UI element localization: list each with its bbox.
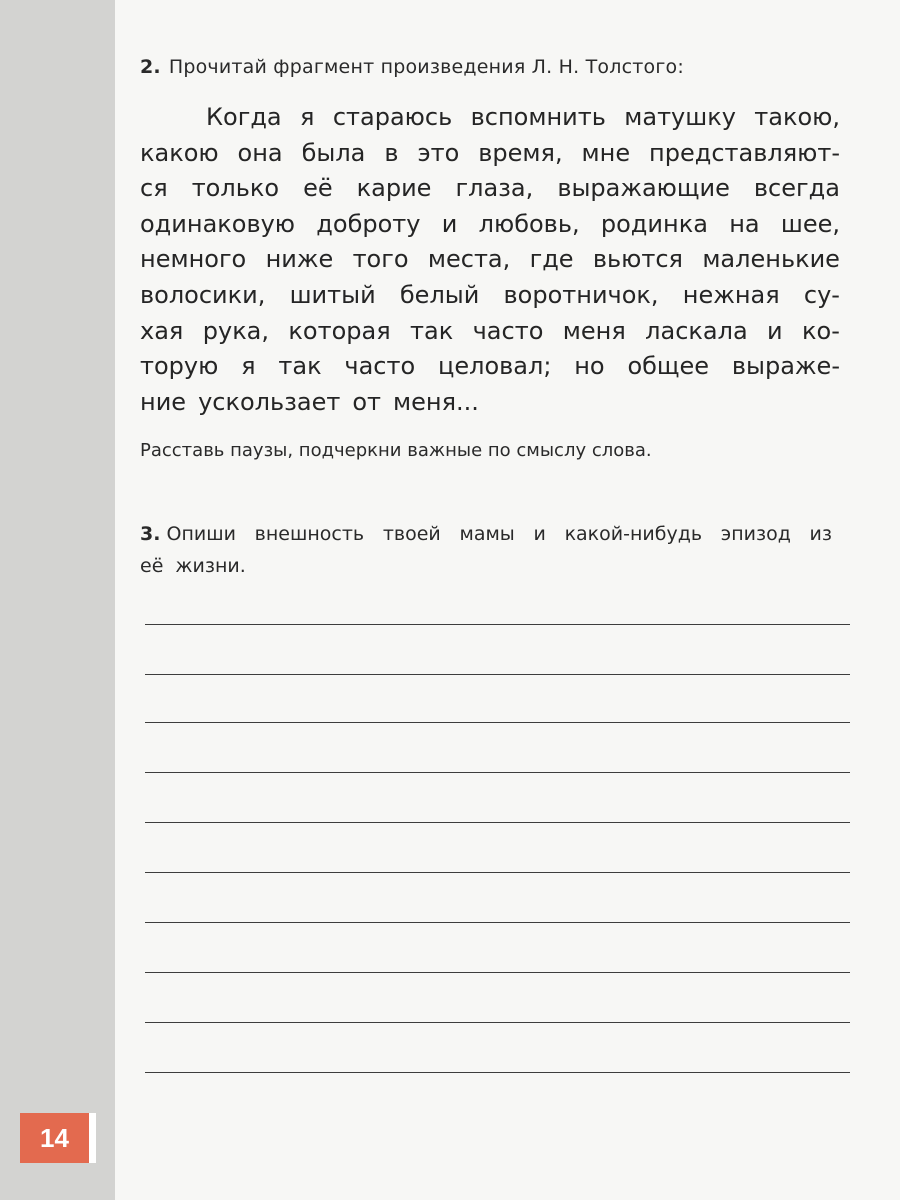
prompt-word: внешность [254,523,365,545]
passage-word: представляют- [649,138,840,167]
passage-word: где [529,245,574,274]
passage-word: су- [803,280,840,309]
passage-word: какою [140,138,219,167]
task-3-prompt-line [140,550,832,582]
answer-line[interactable] [145,722,850,723]
passage-word: стараюсь [332,103,453,131]
passage-word: я [300,103,315,131]
passage-word: часто [472,316,544,345]
passage-word: белый [399,280,480,309]
passage-line [140,207,840,243]
passage-word: выраже- [731,352,840,381]
passage-word: карие [356,174,432,203]
passage-word: вспомнить [470,103,606,131]
answer-line[interactable] [145,872,850,873]
passage-word: и [767,316,783,345]
passage-line [140,136,840,172]
passage-word: это [417,138,460,167]
prompt-word: эпизод [720,523,791,545]
passage-word: вьются [592,245,683,274]
passage-word: немного [140,245,247,274]
passage-word: только [191,174,280,203]
task-3-number: 3. [140,523,161,545]
passage-word: её [303,174,333,203]
prompt-word: какой-нибудь [564,523,703,545]
task-2-heading [140,56,684,78]
passage-word: шитый [289,280,376,309]
passage-word: выражающие [557,174,730,203]
passage-word: мне [581,138,631,167]
prompt-word: из [809,523,832,545]
page-margin-strip [0,0,115,1200]
passage-word: от [352,387,382,416]
passage-word: время, [478,138,563,167]
passage-word: ко- [802,316,840,345]
passage-word: нежная [682,280,780,309]
answer-line[interactable] [145,1022,850,1023]
passage-word: волосики, [140,280,266,309]
passage-line [140,314,840,350]
passage-word: родинка [600,209,708,238]
prompt-word [140,518,236,550]
task-3-prompt-line [140,518,832,550]
answer-line[interactable] [145,972,850,973]
passage-word: так [278,352,322,381]
passage-word: одинаковую [140,209,296,238]
prompt-word: жизни. [175,555,246,577]
prompt-word: и [533,523,546,545]
passage-word: общее [627,352,710,381]
passage-word: ся [140,174,168,203]
prompt-word-text: Опиши [166,523,236,545]
passage-word: ускользает [198,387,341,416]
passage-word: ласкала [645,316,748,345]
passage-word: и [441,209,458,238]
passage-line [140,349,840,385]
passage-word: Когда [206,103,282,131]
passage-word: того [352,245,409,274]
prompt-word: мамы [459,523,515,545]
tolstoy-passage [140,100,840,420]
passage-word: доброту [316,209,421,238]
passage-word: места, [427,245,511,274]
passage-word: я [241,352,256,381]
passage-word: ниже [265,245,334,274]
passage-word: глаза, [455,174,534,203]
passage-word: хая [140,316,184,345]
answer-line[interactable] [145,772,850,773]
passage-word: любовь, [478,209,580,238]
passage-line [140,385,840,421]
passage-word: торую [140,352,219,381]
passage-line [140,100,840,136]
passage-word: воротничок, [503,280,659,309]
passage-word: всегда [753,174,840,203]
passage-word: она [237,138,283,167]
passage-word: которая [288,316,391,345]
passage-word: маленькие [702,245,840,274]
passage-word: но [574,352,605,381]
passage-line [140,278,840,314]
task-2-number: 2. [140,56,161,78]
task-2-instruction: Расставь паузы, подчеркни важные по смыслу слова. [140,440,652,461]
passage-word: матушку [624,103,736,131]
passage-word: на [729,209,760,238]
passage-word: такою, [754,103,840,131]
passage-line [140,242,840,278]
task-2-title: Прочитай фрагмент произведения Л. Н. Толстого: [168,56,684,78]
task-3-prompt [140,518,832,582]
passage-word: рука, [202,316,270,345]
passage-word: меня [562,316,626,345]
passage-word: в [384,138,399,167]
passage-word: часто [344,352,416,381]
answer-line[interactable] [145,674,850,675]
passage-word: ние [140,387,187,416]
answer-line[interactable] [145,1072,850,1073]
page-number: 14 [20,1113,96,1163]
prompt-word: твоей [382,523,441,545]
prompt-word: её [140,555,164,577]
passage-line [140,171,840,207]
passage-word: была [301,138,366,167]
passage-word: так [410,316,454,345]
passage-word: шее, [780,209,840,238]
answer-line[interactable] [145,624,850,625]
answer-line[interactable] [145,922,850,923]
passage-word: целовал; [438,352,552,381]
answer-line[interactable] [145,822,850,823]
passage-word: меня... [393,387,479,416]
